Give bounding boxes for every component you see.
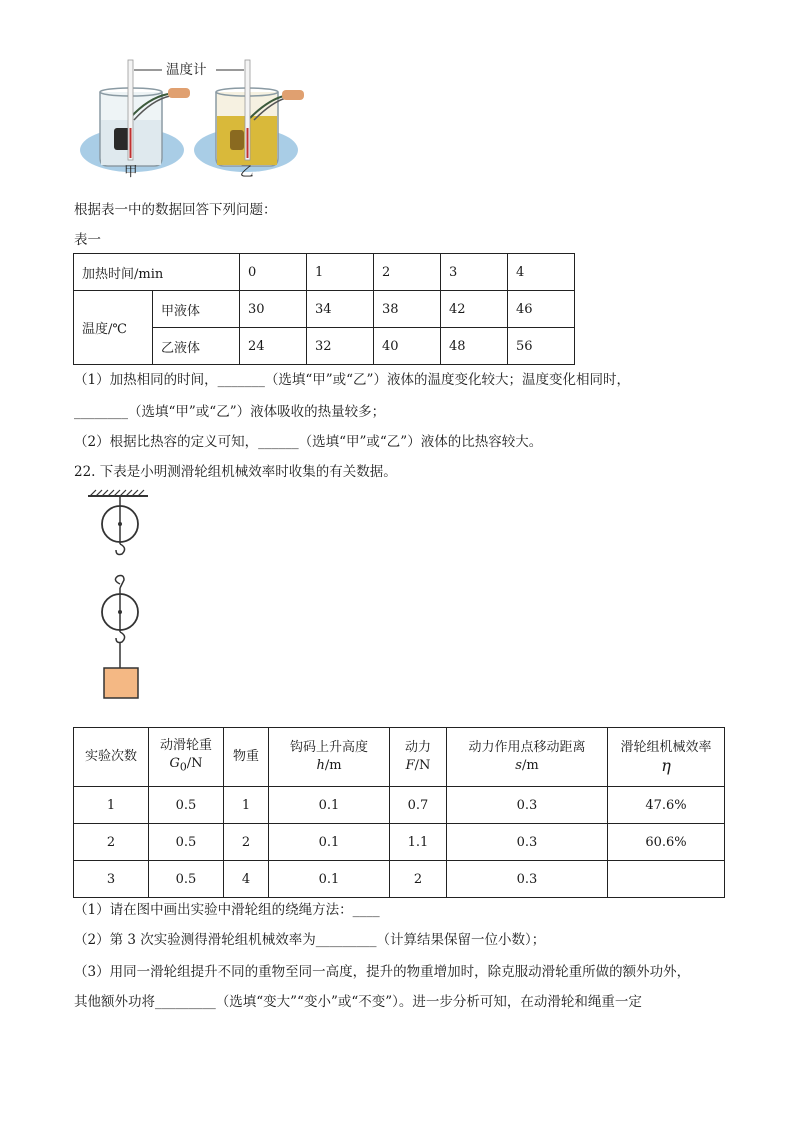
q21-part2: （2）根据比热容的定义可知，______（选填“甲”或“乙”）液体的比热容较大。 (74, 434, 543, 450)
table-cell: 0.3 (447, 861, 608, 898)
table-row (74, 254, 575, 291)
q22-part3b: 其他额外功将_________（选填“变大”“变小”或“不变”）。进一步分析可知，在动滑轮和绳重一定 (74, 994, 642, 1010)
header-g0 (149, 728, 224, 787)
table-cell: 0.7 (390, 787, 447, 824)
table-cell: 乙液体 (153, 328, 240, 365)
table-cell: 0 (240, 254, 307, 291)
beaker-b-label: 乙 (240, 164, 254, 180)
weight-block (104, 668, 138, 698)
table-cell: 甲液体 (153, 291, 240, 328)
table-cell: 2 (390, 861, 447, 898)
q21-part1a: （1）加热相同的时间，_______（选填“甲”或“乙”）液体的温度变化较大；温度变化相同时， (74, 372, 630, 388)
header-efficiency-text: 滑轮组机械效率 (620, 740, 712, 755)
table-cell: 0.5 (149, 861, 224, 898)
table-cell: 56 (508, 328, 575, 365)
table-cell: 2 (74, 824, 149, 861)
table-cell: 3 (74, 861, 149, 898)
table-cell: 温度/℃ (74, 291, 153, 365)
table-cell: 0.5 (149, 824, 224, 861)
header-weight: 物重 (224, 728, 269, 787)
header-force-unit (398, 757, 438, 775)
table-cell: 24 (240, 328, 307, 365)
table-cell: 1 (224, 787, 269, 824)
table-cell: 32 (307, 328, 374, 365)
beaker-a-label: 甲 (124, 164, 138, 180)
header-trial: 实验次数 (74, 728, 149, 787)
header-height-unit (277, 757, 381, 775)
table-cell: 4 (224, 861, 269, 898)
header-efficiency (608, 728, 725, 787)
table-cell: 加热时间/min (74, 254, 240, 291)
header-height (269, 728, 390, 787)
table-cell: 38 (374, 291, 441, 328)
table-cell: 48 (441, 328, 508, 365)
table-cell (608, 861, 725, 898)
table-cell: 0.1 (269, 824, 390, 861)
table-cell: 47.6% (608, 787, 725, 824)
table-cell: 3 (441, 254, 508, 291)
intro-text: 根据表一中的数据回答下列问题： (74, 202, 277, 218)
table-cell: 0.3 (447, 787, 608, 824)
header-distance (447, 728, 608, 787)
table-cell: 2 (224, 824, 269, 861)
eta-symbol: η (661, 756, 671, 775)
table-row (74, 787, 725, 824)
table-cell: 42 (441, 291, 508, 328)
q21-part1b: ________（选填“甲”或“乙”）液体吸收的热量较多； (74, 404, 386, 420)
table-cell: 0.3 (447, 824, 608, 861)
table-cell: 40 (374, 328, 441, 365)
table-cell: 0.5 (149, 787, 224, 824)
header-height-text: 钩码上升高度 (289, 740, 368, 755)
pulley-figure (86, 488, 156, 702)
g0-unit: /N (186, 756, 203, 772)
table-cell: 2 (374, 254, 441, 291)
table-header-row (74, 728, 725, 787)
table-cell: 1 (307, 254, 374, 291)
header-distance-text: 动力作用点移动距离 (468, 740, 586, 755)
table-cell: 30 (240, 291, 307, 328)
header-distance-unit (455, 757, 599, 775)
h-unit: /m (324, 758, 342, 773)
thermometer-label: 温度计 (166, 62, 207, 78)
table2 (73, 727, 725, 898)
s-symbol: s (515, 758, 522, 773)
header-g0-text: 动滑轮重 (159, 738, 212, 754)
table-row (74, 291, 575, 328)
table-cell: 46 (508, 291, 575, 328)
q22-part3a: （3）用同一滑轮组提升不同的重物至同一高度，提升的物重增加时，除克服动滑轮重所做的额外功外， (74, 964, 691, 980)
s-unit: /m (521, 758, 539, 773)
table-cell: 1.1 (390, 824, 447, 861)
table-cell: 1 (74, 787, 149, 824)
table-cell: 34 (307, 291, 374, 328)
table-cell: 4 (508, 254, 575, 291)
h-symbol: h (316, 758, 325, 773)
table-cell: 0.1 (269, 861, 390, 898)
table-cell: 0.1 (269, 787, 390, 824)
table1 (73, 253, 575, 365)
f-symbol: F (405, 758, 415, 773)
table-row (74, 861, 725, 898)
q22-part2: （2）第 3 次实验测得滑轮组机械效率为_________（计算结果保留一位小数）； (74, 932, 546, 948)
header-force-text: 动力 (404, 740, 431, 755)
q22-stem: 22. 下表是小明测滑轮组机械效率时收集的有关数据。 (74, 464, 397, 480)
header-force (390, 728, 447, 787)
g0-subscript: 0 (179, 760, 187, 774)
table-row (74, 824, 725, 861)
g0-symbol: G (169, 756, 180, 772)
f-unit: /N (414, 758, 431, 773)
table-cell: 60.6% (608, 824, 725, 861)
table1-caption: 表一 (74, 232, 101, 248)
header-g0-unit (157, 755, 215, 777)
q22-part1: （1）请在图中画出实验中滑轮组的绕绳方法：____ (74, 902, 380, 918)
